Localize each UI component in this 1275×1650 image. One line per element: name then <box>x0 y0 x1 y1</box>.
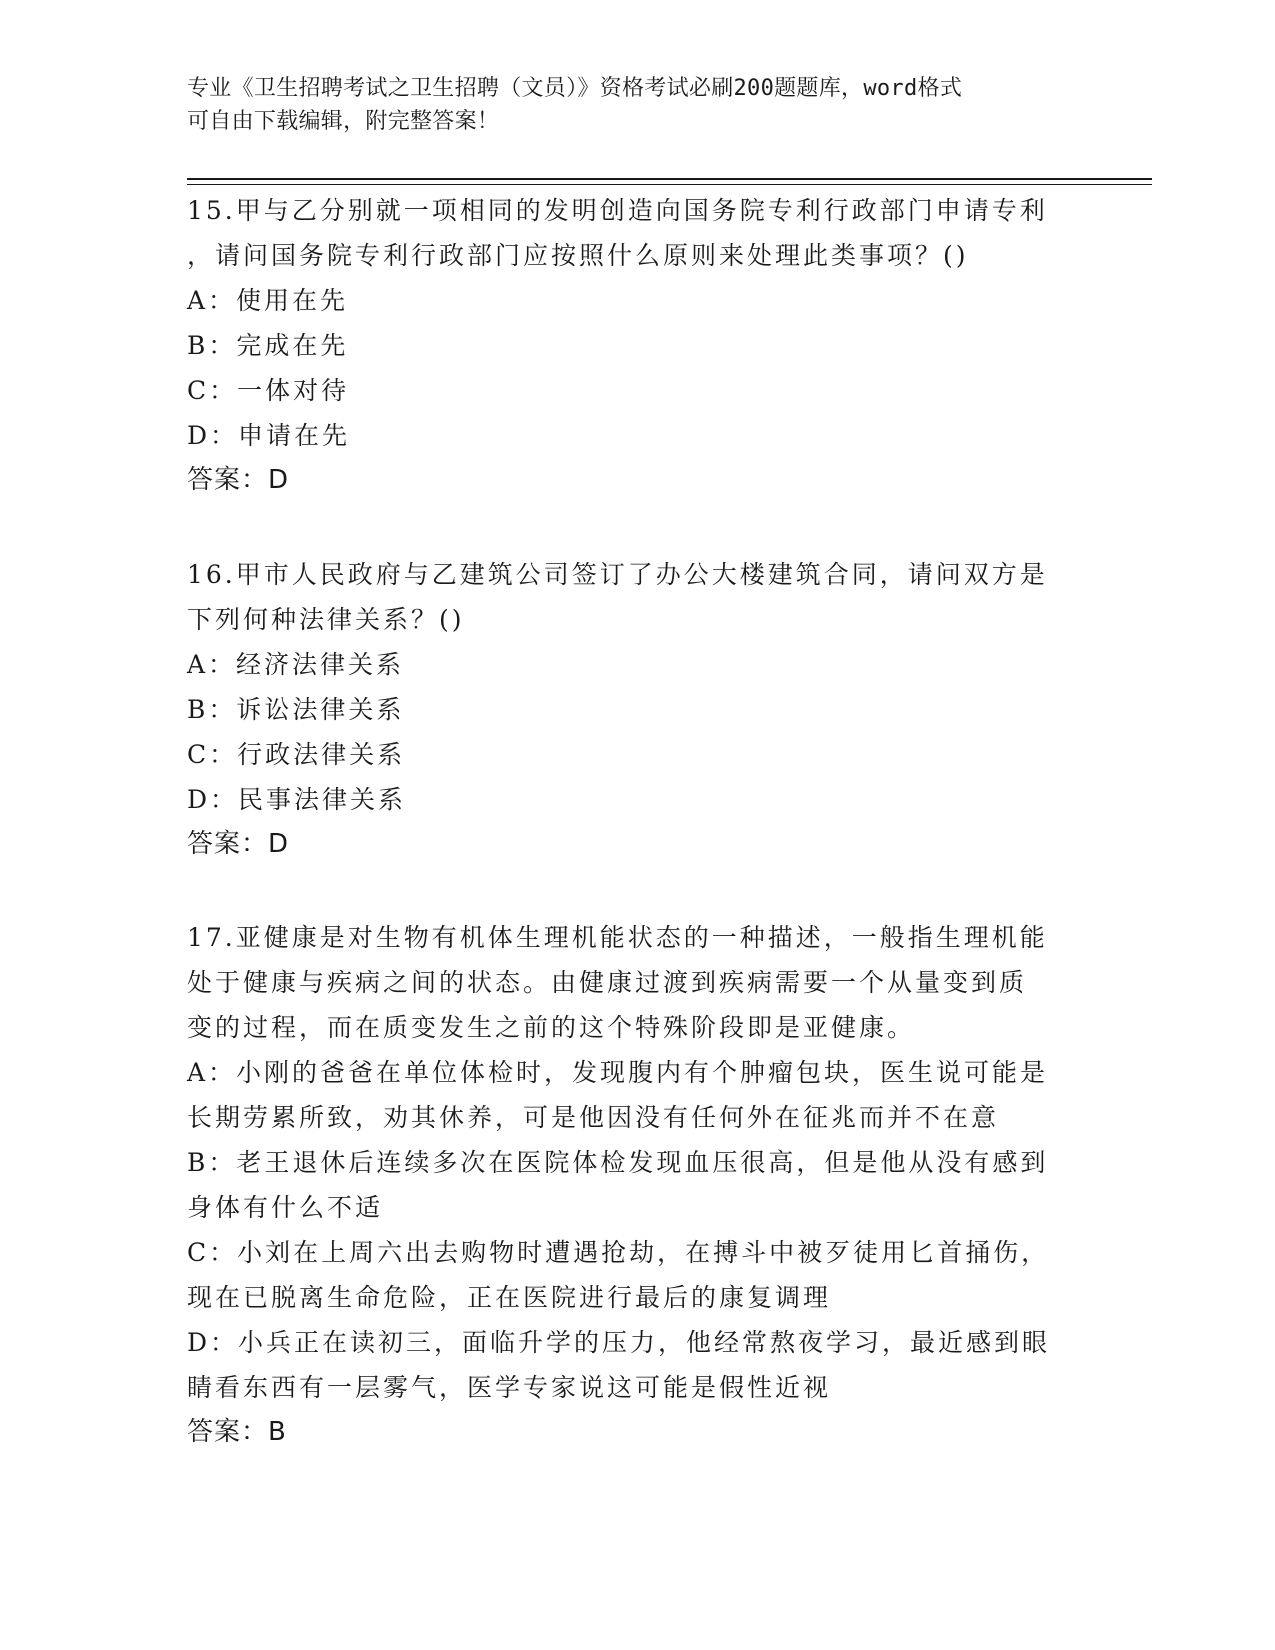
header-divider-thick <box>187 178 1152 180</box>
option-c: C：一体对待 <box>187 376 350 405</box>
answer-line: 答案：B <box>187 1417 287 1447</box>
option-a-continued: 长期劳累所致，劝其休养，可是他因没有任何外在征兆而并不在意 <box>187 1103 1000 1132</box>
header-divider-thin <box>187 184 1152 185</box>
option-b: B：完成在先 <box>187 331 349 360</box>
option-d: D：民事法律关系 <box>187 785 407 814</box>
question-stem-line: 17.亚健康是对生物有机体生理机能状态的一种描述，一般指生理机能 <box>187 923 1048 952</box>
option-c: C：小刘在上周六出去购物时遭遇抢劫，在搏斗中被歹徒用匕首捅伤， <box>187 1238 1050 1267</box>
option-d-continued: 睛看东西有一层雾气，医学专家说这可能是假性近视 <box>187 1373 832 1402</box>
option-a: A：使用在先 <box>187 286 349 315</box>
document-header <box>187 72 1077 138</box>
question-stem-line: 处于健康与疾病之间的状态。由健康过渡到疾病需要一个从量变到质 <box>187 968 1028 997</box>
answer-line: 答案：D <box>187 465 290 495</box>
question-stem-line: 16.甲市人民政府与乙建筑公司签订了办公大楼建筑合同，请问双方是 <box>187 560 1048 589</box>
option-b-continued: 身体有什么不适 <box>187 1193 384 1222</box>
option-b: B：老王退休后连续多次在医院体检发现血压很高，但是他从没有感到 <box>187 1148 1049 1177</box>
option-c-continued: 现在已脱离生命危险，正在医院进行最后的康复调理 <box>187 1283 832 1312</box>
question-stem-line: ，请问国务院专利行政部门应按照什么原则来处理此类事项？() <box>187 241 969 270</box>
option-c: C：行政法律关系 <box>187 740 406 769</box>
answer-line: 答案：D <box>187 829 290 859</box>
option-a: A：经济法律关系 <box>187 650 405 679</box>
option-a: A：小刚的爸爸在单位体检时，发现腹内有个肿瘤包块，医生说可能是 <box>187 1058 1049 1087</box>
header-line: 可自由下载编辑，附完整答案！ <box>187 109 500 134</box>
option-b: B：诉讼法律关系 <box>187 695 405 724</box>
question-stem-line: 下列何种法律关系？() <box>187 605 465 634</box>
question-stem-line: 15.甲与乙分别就一项相同的发明创造向国务院专利行政部门申请专利 <box>187 196 1048 225</box>
question-block <box>187 552 1087 867</box>
option-d: D：小兵正在读初三，面临升学的压力，他经常熬夜学习，最近感到眼 <box>187 1328 1051 1357</box>
question-block <box>187 188 1087 503</box>
header-line: 专业《卫生招聘考试之卫生招聘（文员）》资格考试必刷200题题库，word格式 <box>187 76 963 101</box>
question-stem-line: 变的过程，而在质变发生之前的这个特殊阶段即是亚健康。 <box>187 1013 916 1042</box>
option-d: D：申请在先 <box>187 421 351 450</box>
question-block <box>187 915 1087 1455</box>
